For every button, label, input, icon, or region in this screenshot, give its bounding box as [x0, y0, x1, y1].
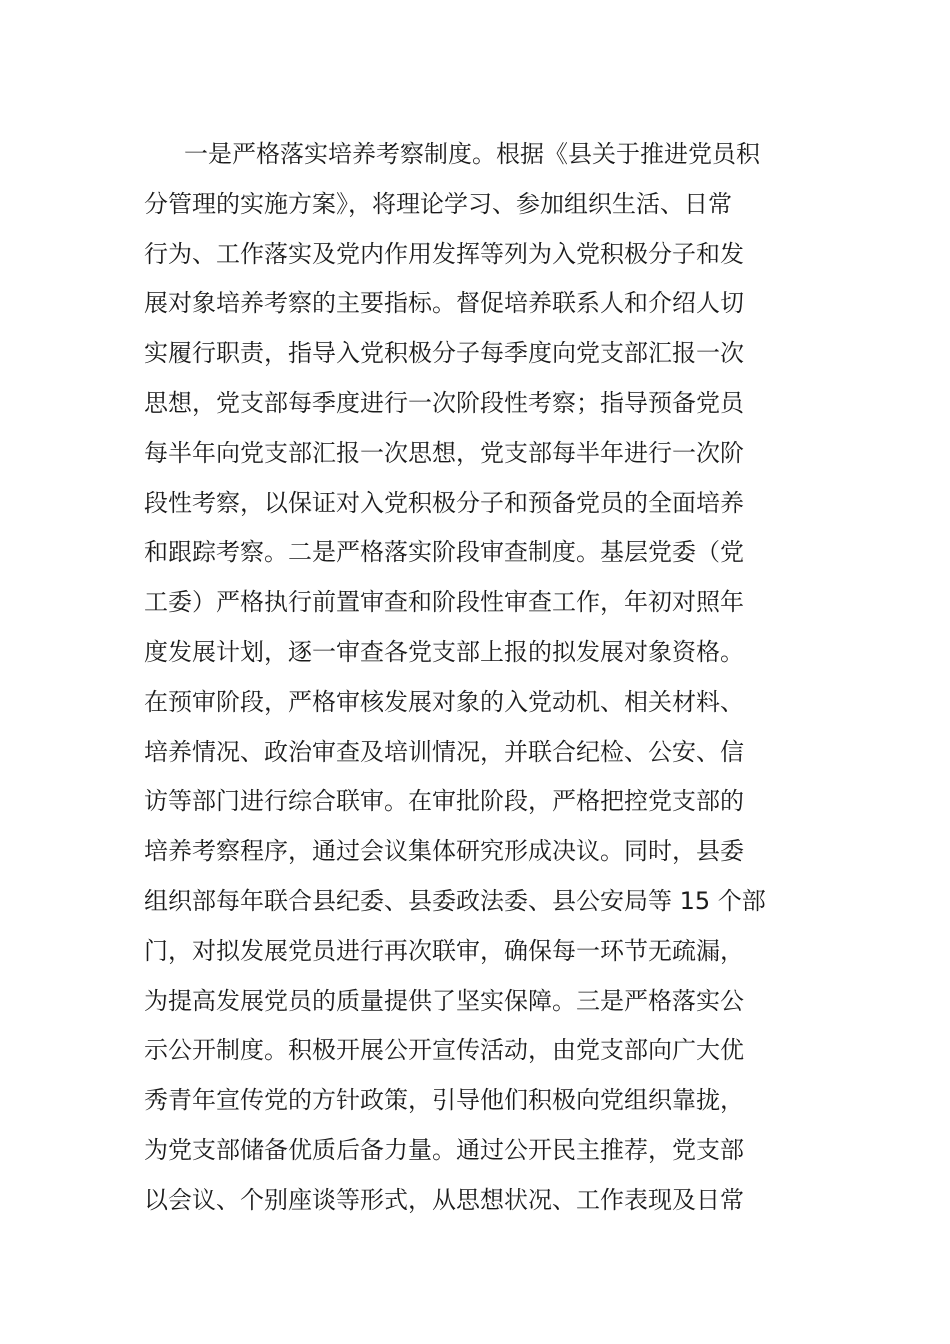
text-line: 组织部每年联合县纪委、县委政法委、县公安局等 15 个部: [144, 886, 766, 915]
text-line: 为党支部储备优质后备力量。通过公开民主推荐，党支部: [144, 1135, 744, 1164]
text-line: 秀青年宣传党的方针政策，引导他们积极向党组织靠拢，: [144, 1086, 744, 1115]
text-line: 行为、工作落实及党内作用发挥等列为入党积极分子和发: [144, 239, 744, 268]
text-line: 示公开制度。积极开展公开宣传活动，由党支部向广大优: [144, 1036, 744, 1065]
text-line: 度发展计划，逐一审查各党支部上报的拟发展对象资格。: [144, 637, 744, 666]
text-line: 一是严格落实培养考察制度。根据《县关于推进党员积: [184, 140, 760, 168]
text-line: 在预审阶段，严格审核发展对象的入党动机、相关材料、: [144, 687, 744, 716]
text-line: 段性考察，以保证对入党积极分子和预备党员的全面培养: [144, 488, 744, 517]
text-line: 分管理的实施方案》，将理论学习、参加组织生活、日常: [144, 189, 732, 218]
text-line: 工委）严格执行前置审查和阶段性审查工作，年初对照年: [144, 588, 744, 617]
body-paragraph: [144, 130, 814, 1226]
text-line: 实履行职责，指导入党积极分子每季度向党支部汇报一次: [144, 339, 744, 368]
text-line: 展对象培养考察的主要指标。督促培养联系人和介绍人切: [144, 289, 744, 318]
text-line: 每半年向党支部汇报一次思想，党支部每半年进行一次阶: [144, 438, 744, 467]
text-line: 培养考察程序，通过会议集体研究形成决议。同时，县委: [144, 837, 744, 866]
text-line: 访等部门进行综合联审。在审批阶段，严格把控党支部的: [144, 787, 744, 816]
text-line: 以会议、个别座谈等形式，从思想状况、工作表现及日常: [144, 1185, 744, 1214]
text-line: 门，对拟发展党员进行再次联审，确保每一环节无疏漏，: [144, 936, 744, 965]
text-line: 思想，党支部每季度进行一次阶段性考察；指导预备党员: [144, 388, 744, 417]
text-line: 和跟踪考察。二是严格落实阶段审查制度。基层党委（党: [144, 538, 744, 567]
text-line: 培养情况、政治审查及培训情况，并联合纪检、公安、信: [144, 737, 744, 766]
text-line: 为提高发展党员的质量提供了坚实保障。三是严格落实公: [144, 986, 744, 1015]
